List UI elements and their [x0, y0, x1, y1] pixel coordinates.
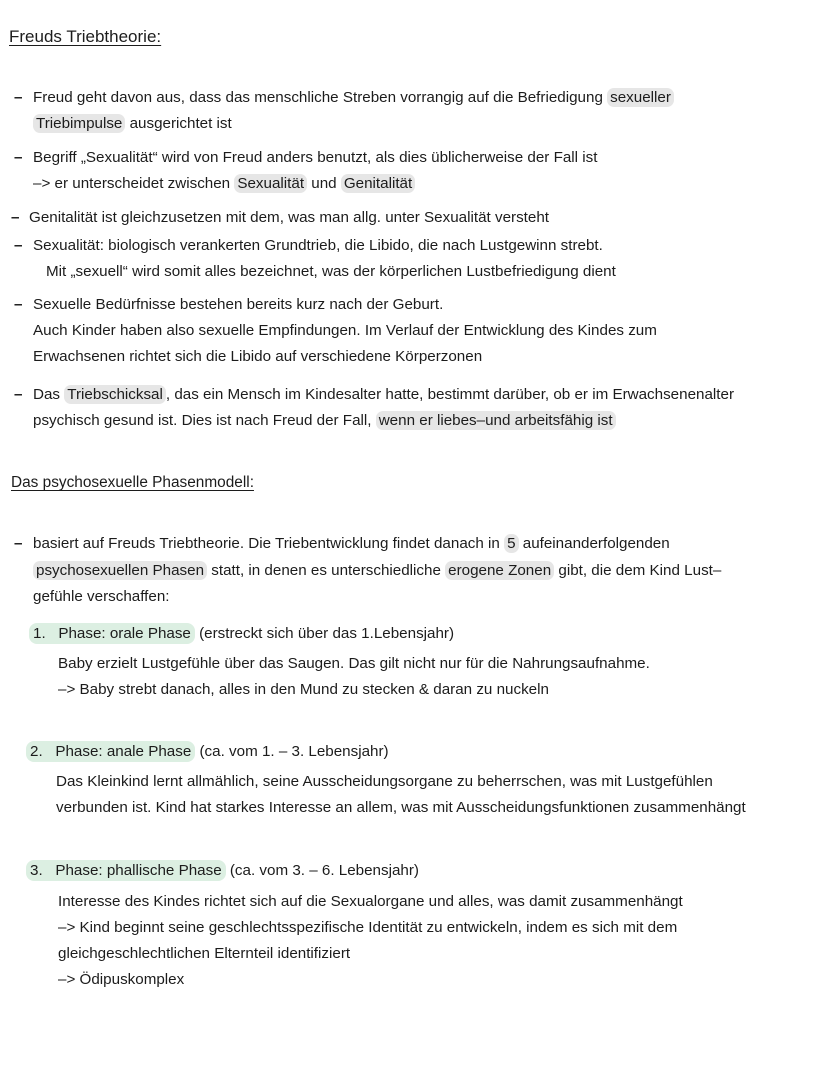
bullet-dash: –: [14, 296, 23, 313]
item-3-line-1: Genitalität ist gleichzusetzen mit dem, was man allg. unter Sexualität versteht: [29, 209, 549, 226]
highlight: wenn er liebes–und arbeitsfähig ist: [376, 411, 616, 430]
bullet-dash: –: [14, 386, 23, 403]
intro-line-3: gefühle verschaffen:: [33, 588, 170, 605]
phase-2-line-2: verbunden ist. Kind hat starkes Interesse an allem, was mit Ausscheidungsfunktionen zusammenhängt: [56, 799, 746, 816]
item-5-line-2: Auch Kinder haben also sexuelle Empfindungen. Im Verlauf der Entwicklung des Kindes zum: [33, 322, 657, 339]
bullet-dash: –: [14, 149, 23, 166]
section-title-triebtheorie: Freuds Triebtheorie:: [9, 27, 162, 46]
item-5-line-1: Sexuelle Bedürfnisse bestehen bereits kurz nach der Geburt.: [33, 296, 444, 313]
item-6-line-1: Das Triebschicksal , das ein Mensch im Kindesalter hatte, bestimmt darüber, ob er im Erwachsenenalter: [33, 386, 735, 403]
phase-highlight: 1. Phase: orale Phase: [29, 623, 195, 644]
item-6-line-2: psychisch gesund ist. Dies ist nach Freud der Fall, wenn er liebes–und arbeitsfähig ist: [33, 411, 616, 431]
highlight: Triebschicksal: [64, 385, 166, 404]
intro-line-2: psychosexuellen Phasen statt, in denen es unterschiedliche erogene Zonen gibt, die dem Kind Lust–: [33, 561, 721, 581]
bullet-dash: –: [14, 237, 23, 254]
phase-1-heading: 1. Phase: orale Phase (erstreckt sich über das 1.Lebensjahr): [29, 624, 454, 644]
phase-highlight: 2. Phase: anale Phase: [26, 741, 195, 762]
phase-1-line-2: –> Baby strebt danach, alles in den Mund zu stecken & daran zu nuckeln: [58, 681, 549, 698]
phase-2-heading: 2. Phase: anale Phase (ca. vom 1. – 3. Lebensjahr): [26, 742, 389, 762]
highlight: 5: [504, 534, 518, 553]
highlight: Sexualität: [234, 174, 307, 193]
bullet-dash: –: [11, 209, 20, 226]
section-title-phasenmodell: Das psychosexuelle Phasenmodell:: [11, 474, 254, 491]
phase-1-line-1: Baby erzielt Lustgefühle über das Saugen. Das gilt nicht nur für die Nahrungsaufnahme.: [58, 655, 650, 672]
phase-3-line-4: –> Ödipuskomplex: [58, 971, 185, 988]
item-1-line-2: Triebimpulse ausgerichtet ist: [33, 114, 232, 134]
phase-3-line-1: Interesse des Kindes richtet sich auf die Sexualorgane und alles, was damit zusammenhängt: [58, 893, 683, 910]
item-4-line-1: Sexualität: biologisch verankerten Grundtrieb, die Libido, die nach Lustgewinn strebt.: [33, 237, 603, 254]
intro-line-1: basiert auf Freuds Triebtheorie. Die Triebentwicklung findet danach in 5 aufeinanderfolgenden: [33, 535, 670, 552]
bullet-dash: –: [14, 89, 23, 106]
phase-3-heading: 3. Phase: phallische Phase (ca. vom 3. – 6. Lebensjahr): [26, 861, 419, 881]
phase-3-line-2: –> Kind beginnt seine geschlechtsspezifische Identität zu entwickeln, indem es sich mit dem: [58, 919, 678, 936]
highlight: sexueller: [607, 88, 674, 107]
phase-3-line-3: gleichgeschlechtlichen Elternteil identifiziert: [58, 945, 351, 962]
phase-highlight: 3. Phase: phallische Phase: [26, 860, 226, 881]
highlight: psychosexuellen Phasen: [33, 561, 207, 580]
item-2-line-1: Begriff „Sexualität“ wird von Freud anders benutzt, als dies üblicherweise der Fall ist: [33, 149, 598, 166]
highlight: erogene Zonen: [445, 561, 554, 580]
highlight: Triebimpulse: [33, 114, 125, 133]
item-1-line-1: Freud geht davon aus, dass das menschliche Streben vorrangig auf die Befriedigung sexueller: [33, 88, 674, 108]
highlight: Genitalität: [341, 174, 415, 193]
item-4-line-2: Mit „sexuell“ wird somit alles bezeichnet, was der körperlichen Lustbefriedigung dient: [46, 263, 616, 280]
bullet-dash: –: [14, 535, 23, 552]
phase-2-line-1: Das Kleinkind lernt allmählich, seine Ausscheidungsorgane zu beherrschen, was mit Lustgefühlen: [56, 773, 713, 790]
item-2-line-2: –> er unterscheidet zwischen Sexualität und Genitalität: [33, 174, 415, 194]
item-5-line-3: Erwachsenen richtet sich die Libido auf verschiedene Körperzonen: [33, 348, 483, 365]
